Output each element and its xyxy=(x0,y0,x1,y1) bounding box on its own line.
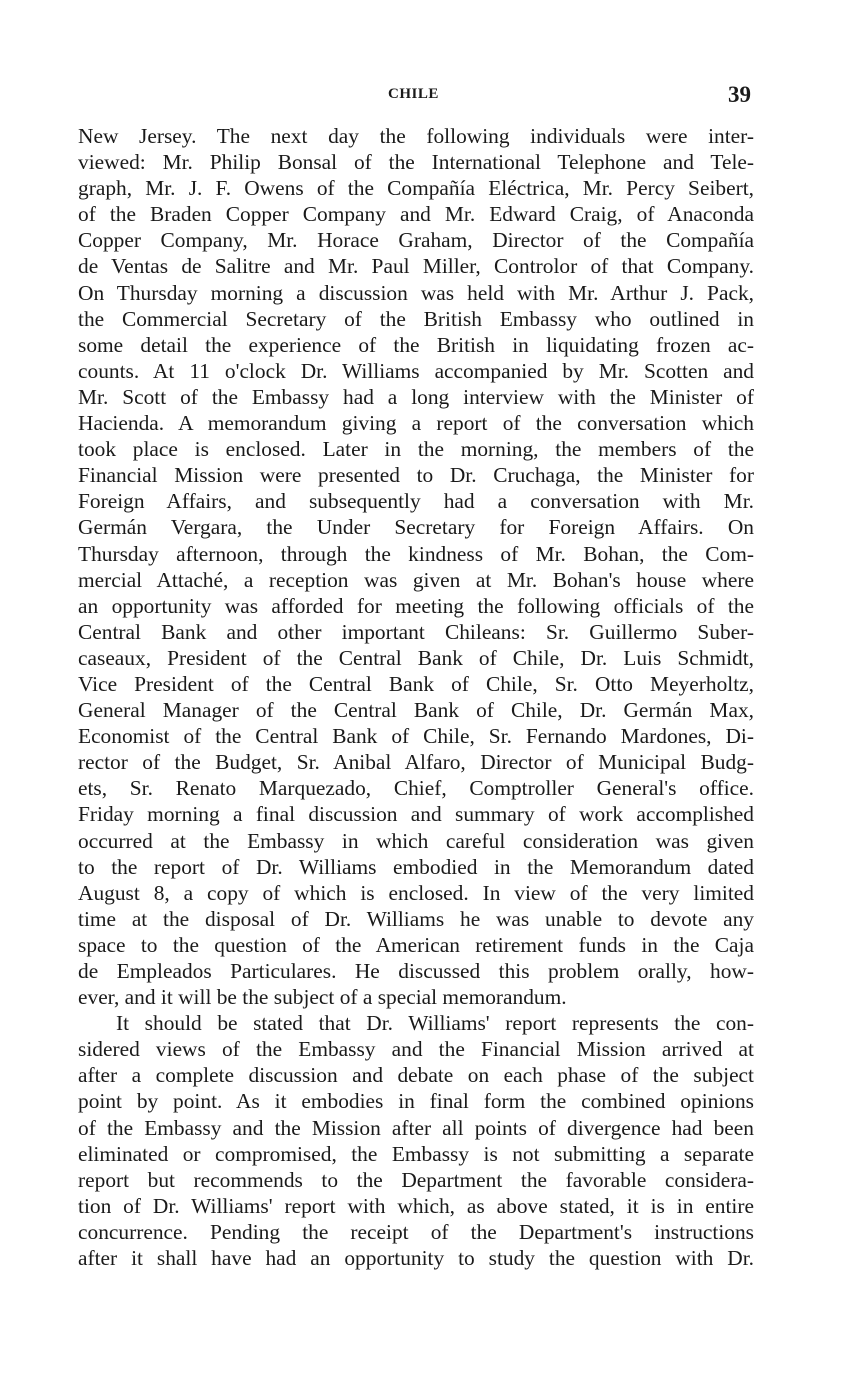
page-number: 39 xyxy=(728,82,751,107)
text-line: Mr. Scott of the Embassy had a long interview with the Minister of xyxy=(78,384,754,409)
text-line: graph, Mr. J. F. Owens of the Compañía Eléctrica, Mr. Percy Seibert, xyxy=(78,176,754,201)
text-line: concurrence. Pending the receipt of the Department's instructions xyxy=(78,1219,754,1244)
text-line: Copper Company, Mr. Horace Graham, Director of the Compañía xyxy=(78,228,754,253)
text-line: Hacienda. A memorandum giving a report of the conversation which xyxy=(78,411,754,436)
text-line: rector of the Budget, Sr. Anibal Alfaro, Director of Municipal Budg- xyxy=(78,750,754,775)
text-line: Foreign Affairs, and subsequently had a conversation with Mr. xyxy=(78,489,754,514)
text-line: sidered views of the Embassy and the Financial Mission arrived at xyxy=(78,1037,754,1062)
body-text xyxy=(78,123,754,1271)
text-line: It should be stated that Dr. Williams' report represents the con- xyxy=(116,1011,754,1036)
text-line: Central Bank and other important Chileans: Sr. Guillermo Suber- xyxy=(78,619,754,644)
text-line: counts. At 11 o'clock Dr. Williams accompanied by Mr. Scotten and xyxy=(78,358,754,383)
text-line: point by point. As it embodies in final form the combined opinions xyxy=(78,1089,754,1114)
running-title: CHILE xyxy=(388,86,439,102)
text-line: space to the question of the American retirement funds in the Caja xyxy=(78,932,754,957)
text-line: ever, and it will be the subject of a special memorandum. xyxy=(78,985,567,1010)
running-head xyxy=(0,82,850,108)
text-line: mercial Attaché, a reception was given at Mr. Bohan's house where xyxy=(78,567,754,592)
text-line: of the Embassy and the Mission after all points of divergence had been xyxy=(78,1115,754,1140)
text-line: after a complete discussion and debate on each phase of the subject xyxy=(78,1063,754,1088)
text-line: occurred at the Embassy in which careful consideration was given xyxy=(78,828,754,853)
text-line: tion of Dr. Williams' report with which, as above stated, it is in entire xyxy=(78,1193,754,1218)
text-line: Economist of the Central Bank of Chile, Sr. Fernando Mardones, Di- xyxy=(78,724,754,749)
text-line: Thursday afternoon, through the kindness of Mr. Bohan, the Com- xyxy=(78,541,754,566)
text-line: de Empleados Particulares. He discussed this problem orally, how- xyxy=(78,959,754,983)
text-line: New Jersey. The next day the following individuals were inter- xyxy=(78,124,754,148)
text-line: time at the disposal of Dr. Williams he was unable to devote any xyxy=(78,906,754,931)
text-line: to the report of Dr. Williams embodied in the Memorandum dated xyxy=(78,854,754,879)
text-line: caseaux, President of the Central Bank of Chile, Dr. Luis Schmidt, xyxy=(78,645,754,670)
paragraph-1 xyxy=(78,123,754,1010)
text-line: some detail the experience of the British in liquidating frozen ac- xyxy=(78,332,754,357)
text-line: On Thursday morning a discussion was held with Mr. Arthur J. Pack, xyxy=(78,280,754,305)
text-line: took place is enclosed. Later in the morning, the members of the xyxy=(78,437,754,462)
text-line: Financial Mission were presented to Dr. Cruchaga, the Minister for xyxy=(78,463,754,488)
text-line: eliminated or compromised, the Embassy is not submitting a separate xyxy=(78,1141,754,1166)
text-line: of the Braden Copper Company and Mr. Edward Craig, of Anaconda xyxy=(78,202,754,227)
text-line: viewed: Mr. Philip Bonsal of the International Telephone and Tele- xyxy=(78,150,754,175)
text-line: report but recommends to the Department the favorable considera- xyxy=(78,1167,754,1192)
text-line: after it shall have had an opportunity to study the question with Dr. xyxy=(78,1246,754,1271)
text-line: August 8, a copy of which is enclosed. In view of the very limited xyxy=(78,880,754,905)
text-line: Germán Vergara, the Under Secretary for Foreign Affairs. On xyxy=(78,515,754,540)
text-line: Vice President of the Central Bank of Chile, Sr. Otto Meyerholtz, xyxy=(78,671,754,696)
text-line: General Manager of the Central Bank of Chile, Dr. Germán Max, xyxy=(78,698,754,723)
paragraph-2 xyxy=(78,1010,754,1271)
text-line: an opportunity was afforded for meeting the following officials of the xyxy=(78,593,754,618)
text-line: ets, Sr. Renato Marquezado, Chief, Comptroller General's office. xyxy=(78,776,754,801)
text-line: de Ventas de Salitre and Mr. Paul Miller, Controlor of that Company. xyxy=(78,254,754,279)
text-line: the Commercial Secretary of the British Embassy who outlined in xyxy=(78,306,754,331)
text-line: Friday morning a final discussion and summary of work accomplished xyxy=(78,802,754,827)
